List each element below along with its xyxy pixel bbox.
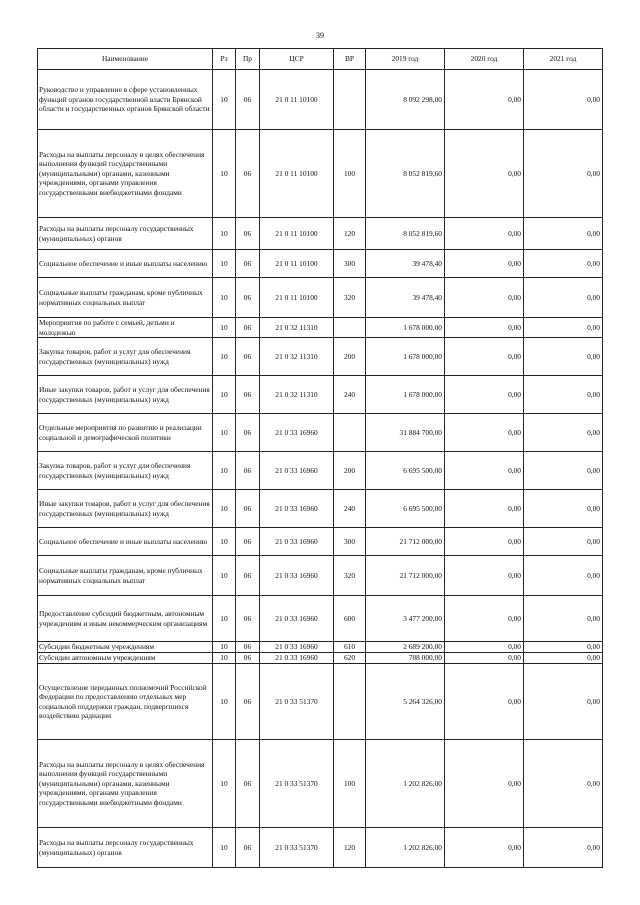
cell-rz: 10 <box>213 250 236 278</box>
cell-pr: 06 <box>236 218 260 250</box>
cell-csr: 21 0 32 11310 <box>260 376 334 414</box>
cell-csr: 21 0 33 51370 <box>260 664 334 740</box>
cell-pr: 06 <box>236 740 260 828</box>
cell-name: Расходы на выплаты персоналу в целях обеспечения выполнения функций государственными (муниципальными) органами, казенными учреждениями, органами управления государственными внебюджетными фондами <box>38 740 213 828</box>
cell-vr: 320 <box>334 556 366 596</box>
cell-name: Социальное обеспечение и иные выплаты населению <box>38 250 213 278</box>
cell-vr: 240 <box>334 376 366 414</box>
cell-2021: 0,00 <box>524 664 603 740</box>
cell-vr: 120 <box>334 218 366 250</box>
cell-pr: 06 <box>236 596 260 642</box>
cell-2020: 0,00 <box>445 278 524 318</box>
cell-vr: 600 <box>334 596 366 642</box>
cell-2021: 0,00 <box>524 130 603 218</box>
table-row <box>38 556 603 596</box>
cell-csr: 21 0 33 16960 <box>260 596 334 642</box>
header-2020: 2020 год <box>445 49 524 70</box>
cell-rz: 10 <box>213 130 236 218</box>
table-row <box>38 130 603 218</box>
cell-2019: 2 689 200,00 <box>366 642 445 653</box>
cell-vr <box>334 318 366 338</box>
table-row <box>38 218 603 250</box>
cell-2021: 0,00 <box>524 250 603 278</box>
cell-csr: 21 0 33 51370 <box>260 740 334 828</box>
cell-csr: 21 0 11 10100 <box>260 70 334 130</box>
cell-2019: 5 264 326,00 <box>366 664 445 740</box>
table-row <box>38 376 603 414</box>
cell-vr: 100 <box>334 740 366 828</box>
table-row <box>38 452 603 490</box>
cell-pr: 06 <box>236 376 260 414</box>
cell-rz: 10 <box>213 318 236 338</box>
header-name: Наименование <box>38 49 213 70</box>
cell-2021: 0,00 <box>524 318 603 338</box>
cell-2019: 6 695 500,00 <box>366 452 445 490</box>
cell-2020: 0,00 <box>445 653 524 664</box>
cell-2020: 0,00 <box>445 130 524 218</box>
cell-2020: 0,00 <box>445 376 524 414</box>
header-2019: 2019 год <box>366 49 445 70</box>
table-row <box>38 338 603 376</box>
cell-csr: 21 0 33 16960 <box>260 642 334 653</box>
cell-vr: 200 <box>334 338 366 376</box>
table-row <box>38 318 603 338</box>
cell-2020: 0,00 <box>445 318 524 338</box>
cell-rz: 10 <box>213 278 236 318</box>
table-row <box>38 250 603 278</box>
cell-2021: 0,00 <box>524 528 603 556</box>
cell-2021: 0,00 <box>524 452 603 490</box>
cell-2021: 0,00 <box>524 828 603 868</box>
cell-csr: 21 0 33 16960 <box>260 490 334 528</box>
cell-name: Социальные выплаты гражданам, кроме публичных нормативных социальных выплат <box>38 556 213 596</box>
cell-rz: 10 <box>213 828 236 868</box>
table-row <box>38 642 603 653</box>
cell-2020: 0,00 <box>445 452 524 490</box>
cell-2020: 0,00 <box>445 338 524 376</box>
cell-rz: 10 <box>213 653 236 664</box>
cell-2020: 0,00 <box>445 414 524 452</box>
cell-vr: 300 <box>334 250 366 278</box>
cell-csr: 21 0 33 16960 <box>260 528 334 556</box>
cell-2021: 0,00 <box>524 218 603 250</box>
cell-2019: 8 052 819,60 <box>366 130 445 218</box>
table-row <box>38 828 603 868</box>
cell-name: Руководство и управление в сфере установленных функций органов государственной власти Брянской области и государственных органов Брянской области <box>38 70 213 130</box>
cell-2019: 1 202 826,00 <box>366 828 445 868</box>
cell-pr: 06 <box>236 414 260 452</box>
cell-2019: 788 000,00 <box>366 653 445 664</box>
cell-vr: 320 <box>334 278 366 318</box>
cell-pr: 06 <box>236 130 260 218</box>
cell-2019: 1 202 826,00 <box>366 740 445 828</box>
cell-pr: 06 <box>236 556 260 596</box>
cell-name: Социальное обеспечение и иные выплаты населению <box>38 528 213 556</box>
cell-name: Осуществление переданных полномочий Российской Федерации по предоставлению отдельных мер социальной поддержки граждан, подвергшихся воздействию радиации <box>38 664 213 740</box>
cell-rz: 10 <box>213 596 236 642</box>
cell-2019: 8 092 298,00 <box>366 70 445 130</box>
cell-rz: 10 <box>213 414 236 452</box>
cell-2020: 0,00 <box>445 528 524 556</box>
cell-vr: 240 <box>334 490 366 528</box>
cell-2020: 0,00 <box>445 556 524 596</box>
cell-pr: 06 <box>236 338 260 376</box>
cell-2021: 0,00 <box>524 338 603 376</box>
cell-pr: 06 <box>236 528 260 556</box>
cell-vr: 610 <box>334 642 366 653</box>
cell-2021: 0,00 <box>524 278 603 318</box>
cell-rz: 10 <box>213 556 236 596</box>
cell-2020: 0,00 <box>445 664 524 740</box>
cell-2021: 0,00 <box>524 642 603 653</box>
table-row <box>38 528 603 556</box>
cell-name: Субсидии бюджетным учреждениям <box>38 642 213 653</box>
cell-rz: 10 <box>213 218 236 250</box>
cell-pr: 06 <box>236 250 260 278</box>
cell-name: Расходы на выплаты персоналу государственных (муниципальных) органов <box>38 828 213 868</box>
header-rz: Рз <box>213 49 236 70</box>
header-vr: ВР <box>334 49 366 70</box>
cell-vr <box>334 414 366 452</box>
cell-pr: 06 <box>236 490 260 528</box>
table-row <box>38 664 603 740</box>
cell-2019: 39 478,40 <box>366 250 445 278</box>
cell-2021: 0,00 <box>524 653 603 664</box>
cell-vr <box>334 70 366 130</box>
cell-pr: 06 <box>236 664 260 740</box>
cell-2021: 0,00 <box>524 376 603 414</box>
table-header-row <box>38 49 603 70</box>
cell-rz: 10 <box>213 642 236 653</box>
cell-rz: 10 <box>213 452 236 490</box>
cell-vr: 620 <box>334 653 366 664</box>
cell-name: Расходы на выплаты персоналу в целях обеспечения выполнения функций государственными (муниципальными) органами, казенными учреждениями, органами управления государственными внебюджетными фондами <box>38 130 213 218</box>
cell-rz: 10 <box>213 664 236 740</box>
cell-2019: 21 712 000,00 <box>366 528 445 556</box>
cell-name: Закупка товаров, работ и услуг для обеспечения государственных (муниципальных) нужд <box>38 338 213 376</box>
table-row <box>38 653 603 664</box>
table-row <box>38 278 603 318</box>
header-pr: Пр <box>236 49 260 70</box>
cell-name: Предоставление субсидий бюджетным, автономным учреждениям и иным некоммерческим организациям <box>38 596 213 642</box>
table-row <box>38 414 603 452</box>
cell-2019: 1 678 000,00 <box>366 376 445 414</box>
cell-name: Иные закупки товаров, работ и услуг для обеспечения государственных (муниципальных) нужд <box>38 490 213 528</box>
cell-vr: 200 <box>334 452 366 490</box>
cell-rz: 10 <box>213 490 236 528</box>
cell-rz: 10 <box>213 376 236 414</box>
cell-2020: 0,00 <box>445 740 524 828</box>
budget-table <box>37 48 603 868</box>
cell-rz: 10 <box>213 70 236 130</box>
cell-name: Субсидии автономным учреждениям <box>38 653 213 664</box>
cell-csr: 21 0 32 11310 <box>260 338 334 376</box>
cell-2020: 0,00 <box>445 596 524 642</box>
cell-name: Иные закупки товаров, работ и услуг для обеспечения государственных (муниципальных) нужд <box>38 376 213 414</box>
cell-name: Мероприятия по работе с семьей, детьми и молодежью <box>38 318 213 338</box>
cell-2020: 0,00 <box>445 250 524 278</box>
cell-csr: 21 0 33 16960 <box>260 653 334 664</box>
header-2021: 2021 год <box>524 49 603 70</box>
cell-name: Закупка товаров, работ и услуг для обеспечения государственных (муниципальных) нужд <box>38 452 213 490</box>
cell-pr: 06 <box>236 70 260 130</box>
cell-2020: 0,00 <box>445 218 524 250</box>
cell-pr: 06 <box>236 452 260 490</box>
cell-2019: 6 695 500,00 <box>366 490 445 528</box>
cell-2021: 0,00 <box>524 556 603 596</box>
cell-rz: 10 <box>213 338 236 376</box>
table-row <box>38 70 603 130</box>
cell-2021: 0,00 <box>524 490 603 528</box>
table-row <box>38 490 603 528</box>
cell-pr: 06 <box>236 318 260 338</box>
cell-csr: 21 0 11 10100 <box>260 278 334 318</box>
cell-vr <box>334 664 366 740</box>
header-csr: ЦСР <box>260 49 334 70</box>
cell-name: Социальные выплаты гражданам, кроме публичных нормативных социальных выплат <box>38 278 213 318</box>
cell-vr: 100 <box>334 130 366 218</box>
cell-vr: 300 <box>334 528 366 556</box>
cell-csr: 21 0 11 10100 <box>260 130 334 218</box>
cell-2019: 39 478,40 <box>366 278 445 318</box>
cell-2019: 31 884 700,00 <box>366 414 445 452</box>
cell-name: Расходы на выплаты персоналу государственных (муниципальных) органов <box>38 218 213 250</box>
cell-vr: 120 <box>334 828 366 868</box>
cell-2020: 0,00 <box>445 70 524 130</box>
cell-csr: 21 0 33 51370 <box>260 828 334 868</box>
page-number: 39 <box>316 31 324 40</box>
cell-2021: 0,00 <box>524 414 603 452</box>
cell-name: Отдельные мероприятия по развитию и реализации социальной и демографической политики <box>38 414 213 452</box>
cell-2021: 0,00 <box>524 70 603 130</box>
cell-2019: 1 678 000,00 <box>366 318 445 338</box>
cell-csr: 21 0 11 10100 <box>260 218 334 250</box>
cell-csr: 21 0 32 11310 <box>260 318 334 338</box>
cell-csr: 21 0 33 16960 <box>260 556 334 596</box>
cell-2019: 3 477 200,00 <box>366 596 445 642</box>
cell-pr: 06 <box>236 278 260 318</box>
cell-2019: 21 712 000,00 <box>366 556 445 596</box>
cell-2019: 1 678 000,00 <box>366 338 445 376</box>
table-row <box>38 740 603 828</box>
cell-rz: 10 <box>213 528 236 556</box>
cell-rz: 10 <box>213 740 236 828</box>
table-row <box>38 596 603 642</box>
cell-2021: 0,00 <box>524 596 603 642</box>
cell-pr: 06 <box>236 653 260 664</box>
cell-csr: 21 0 11 10100 <box>260 250 334 278</box>
cell-pr: 06 <box>236 642 260 653</box>
cell-2020: 0,00 <box>445 828 524 868</box>
cell-2019: 8 052 819,60 <box>366 218 445 250</box>
cell-2020: 0,00 <box>445 490 524 528</box>
cell-2020: 0,00 <box>445 642 524 653</box>
cell-2021: 0,00 <box>524 740 603 828</box>
cell-csr: 21 0 33 16960 <box>260 414 334 452</box>
cell-csr: 21 0 33 16960 <box>260 452 334 490</box>
cell-pr: 06 <box>236 828 260 868</box>
